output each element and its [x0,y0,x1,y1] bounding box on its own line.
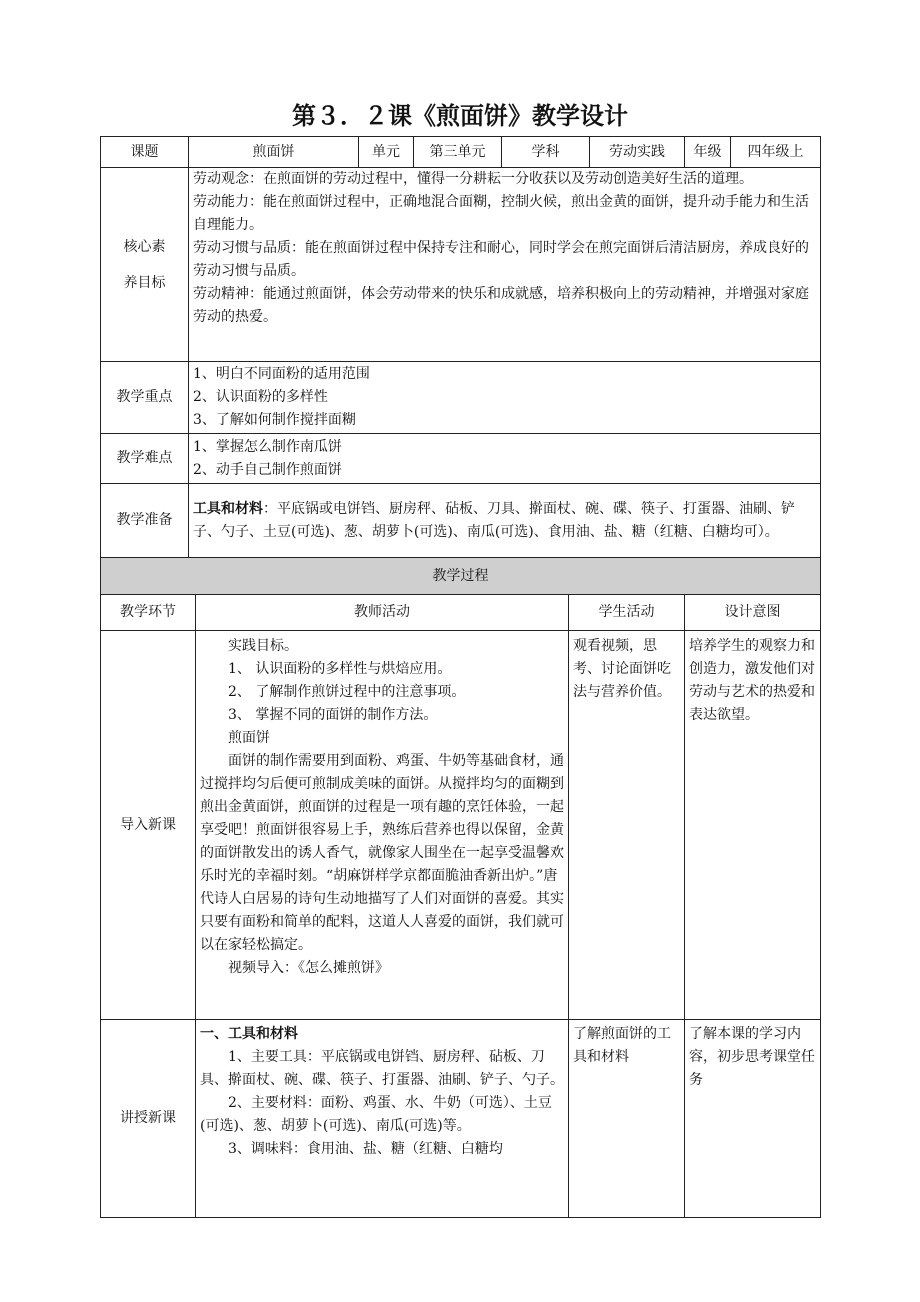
difficulty-item: 1、掌握怎么制作南瓜饼 [193,438,342,455]
column-stage: 教学环节 [101,595,196,631]
core-goals-label: 核心素养目标 [101,168,189,362]
subject-label: 学科 [502,137,590,168]
column-student: 学生活动 [569,595,685,631]
design-intent-lecture: 了解本课的学习内容，初步思考课堂任务 [685,1020,821,1218]
info-table [100,136,821,558]
key-points-content [189,362,821,434]
core-goal-item: 劳动能力：能在煎面饼过程中，正确地混合面糊，控制火候，煎出金黄的面饼，提升动手能力和生活自理能力。 [193,194,809,233]
preparation-label: 教学准备 [101,484,189,558]
page-title: 第３．２课《煎面饼》教学设计 [292,102,628,130]
difficulties-content [189,434,821,484]
key-point-item: 3、了解如何制作搅拌面糊 [193,412,356,428]
key-points-row [101,362,821,434]
core-goals-row [101,168,821,362]
info-row [101,137,821,168]
teacher-heading: 一、工具和材料 [200,1026,298,1042]
process-row-intro [101,631,821,1020]
difficulties-row [101,434,821,484]
unit-value: 第三单元 [414,137,502,168]
teacher-line: 实践目标。 [228,638,298,654]
teacher-line: 2、 了解制作煎饼过程中的注意事项。 [228,684,466,700]
student-activity-lecture: 了解煎面饼的工具和材料 [569,1020,685,1218]
difficulties-label: 教学难点 [101,434,189,484]
core-goal-item: 劳动观念：在煎面饼的劳动过程中，懂得一分耕耘一分收获以及劳动创造美好生活的道理。 [193,171,753,187]
grade-value: 四年级上 [731,137,821,168]
preparation-content [189,484,821,558]
teacher-line: 1、 认识面粉的多样性与烘焙应用。 [228,661,452,677]
teacher-line: 1、主要工具：平底锅或电饼铛、厨房秤、砧板、刀具、擀面杖、碗、碟、筷子、打蛋器、油刷、铲子、勺子。 [200,1049,564,1088]
teacher-line: 3、调味料：食用油、盐、糖（红糖、白糖均 [228,1141,503,1157]
preparation-text: ：平底锅或电饼铛、厨房秤、砧板、刀具、擀面杖、碗、碟、筷子、打蛋器、油刷、铲子、勺子、土豆(可选)、葱、胡萝卜(可选)、南瓜(可选)、食用油、盐、糖（红糖、白糖均可）。 [193,500,795,540]
teacher-line: 3、 掌握不同的面饼的制作方法。 [228,707,438,723]
process-columns-row [101,595,821,631]
subject-value: 劳动实践 [590,137,685,168]
teacher-activity-lecture [196,1020,569,1218]
stage-lecture: 讲授新课 [101,1020,196,1218]
key-point-item: 1、明白不同面粉的适用范围 [193,366,370,382]
key-point-item: 2、认识面粉的多样性 [193,389,328,405]
design-intent-intro: 培养学生的观察力和创造力，激发他们对劳动与艺术的热爱和表达欲望。 [685,631,821,1020]
teacher-activity-intro [196,631,569,1020]
process-header-row [101,558,821,595]
teacher-line: 煎面饼 [228,730,270,746]
process-table [100,557,821,1218]
grade-label: 年级 [685,137,731,168]
preparation-heading: 工具和材料 [193,500,263,517]
unit-label: 单元 [359,137,414,168]
difficulty-item: 2、动手自己制作煎面饼 [193,461,342,478]
preparation-row [101,484,821,558]
lesson-value: 煎面饼 [189,137,359,168]
teacher-line: 2、主要材料：面粉、鸡蛋、水、牛奶（可选）、土豆(可选)、葱、胡萝卜(可选)、南瓜(可选)等。 [200,1095,552,1134]
column-teacher: 教师活动 [196,595,569,631]
core-goal-item: 劳动习惯与品质：能在煎面饼过程中保持专注和耐心，同时学会在煎完面饼后清洁厨房，养成良好的劳动习惯与品质。 [193,240,809,279]
stage-intro: 导入新课 [101,631,196,1020]
teacher-line: 视频导入：《怎么摊煎饼》 [228,960,389,976]
column-intent: 设计意图 [685,595,821,631]
core-goal-item: 劳动精神：能通过煎面饼，体会劳动带来的快乐和成就感，培养积极向上的劳动精神，并增强对家庭劳动的热爱。 [193,286,809,325]
process-header: 教学过程 [101,558,821,595]
teacher-line: 面饼的制作需要用到面粉、鸡蛋、牛奶等基础食材，通过搅拌均匀后便可煎制成美味的面饼。从搅拌均匀的面糊到煎出金黄面饼，煎面饼的过程是一项有趣的烹饪体验，一起享受吧！煎面饼很容易上手，熟练后营养也得以保留，金黄的面饼散发出的诱人香气，就像家人围坐在一起享受温馨欢乐时光的幸福时刻。“胡麻饼样学京都面脆油香新出炉。”唐代诗人白居易的诗句生动地描写了人们对面饼的喜爱。其实只要有面粉和简单的配料，这道人人喜爱的面饼，我们就可以在家轻松搞定。 [200,753,564,953]
key-points-label: 教学重点 [101,362,189,434]
core-goals-content [189,168,821,362]
lesson-label: 课题 [101,137,189,168]
process-row-lecture [101,1020,821,1218]
student-activity-intro: 观看视频，思考、讨论面饼吃法与营养价值。 [569,631,685,1020]
